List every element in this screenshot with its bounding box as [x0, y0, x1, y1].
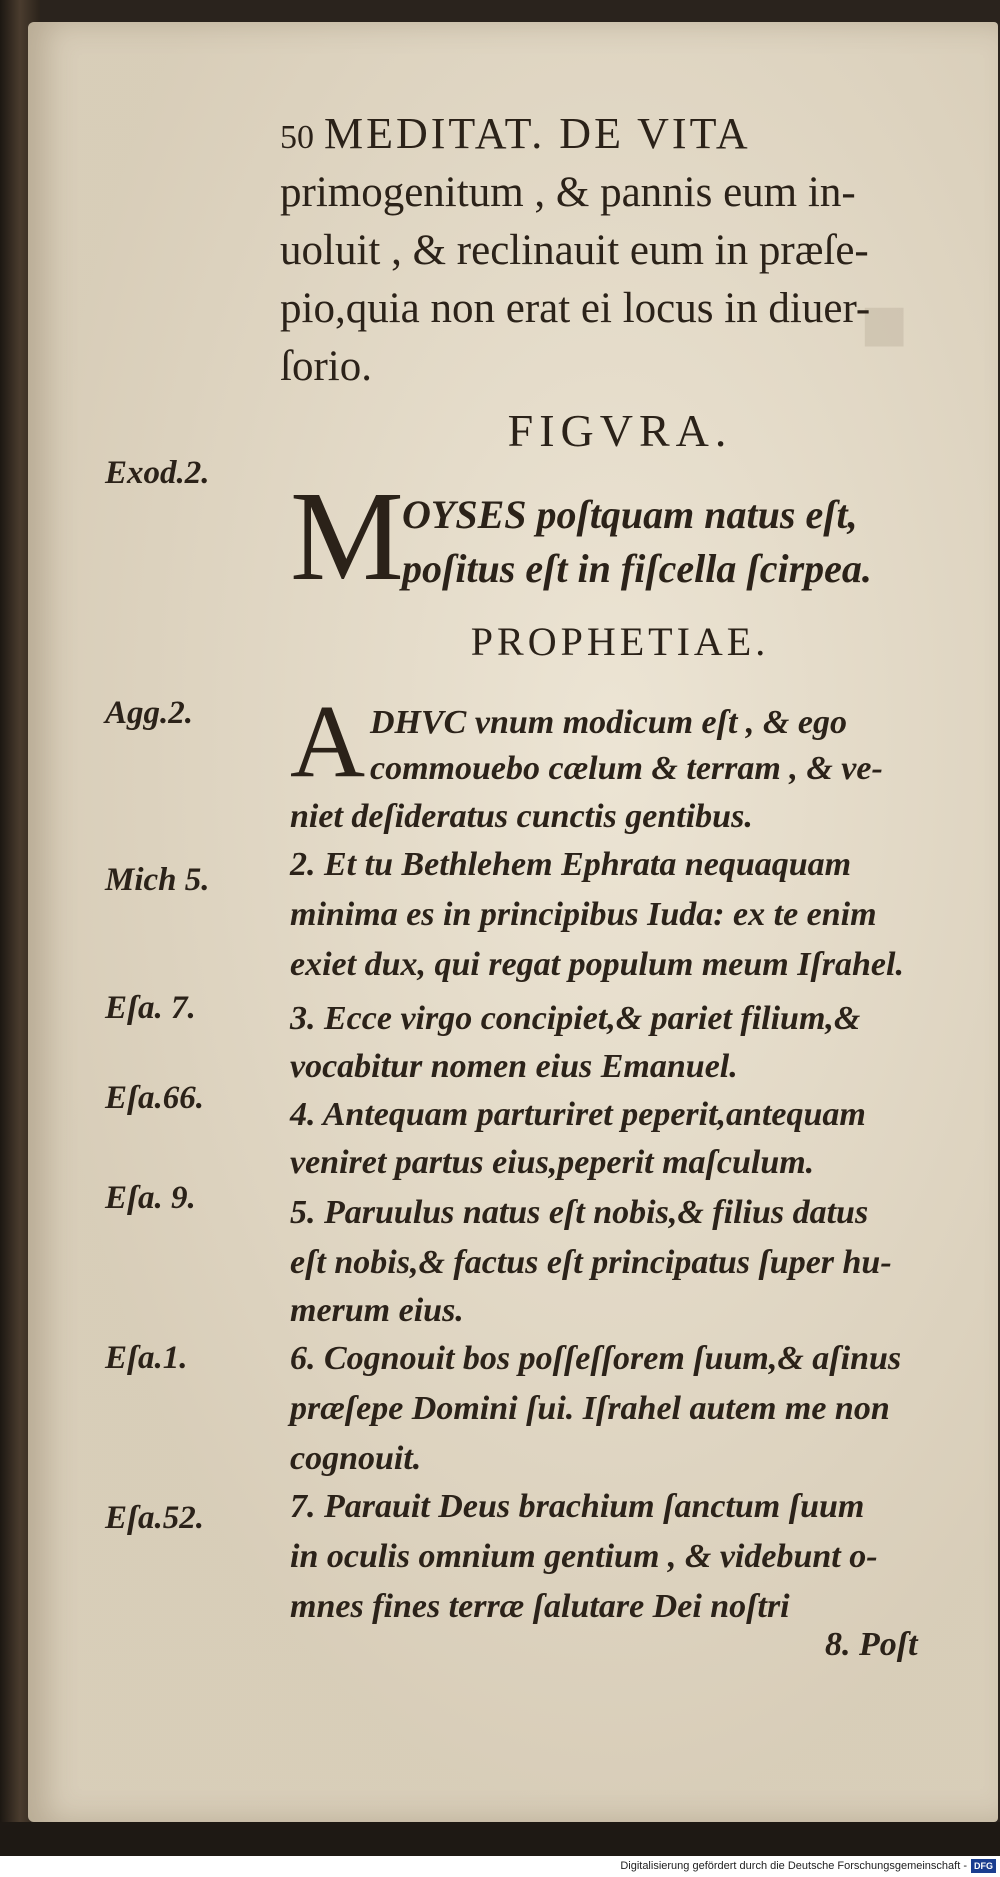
- prophecy-line: mnes fines terræ ſalutare Dei noſtri: [290, 1588, 790, 1625]
- margin-ref: Agg.2.: [105, 695, 194, 731]
- dfg-logo-badge: DFG: [971, 1859, 996, 1873]
- prophecy-line: commouebo cælum & terram , & ve-: [370, 750, 883, 787]
- opening-text-line: uoluit , & reclinauit eum in præſe-: [280, 227, 869, 274]
- prophecy-line: minima es in principibus Iuda: ex te enim: [290, 896, 877, 933]
- prophecy-line: 3. Ecce virgo concipiet,& pariet filium,&: [290, 1000, 861, 1037]
- margin-ref: Eſa.1.: [105, 1340, 188, 1376]
- prophecy-line: DHVC vnum modicum eſt , & ego: [370, 704, 847, 741]
- catchword: 8. Poſt: [825, 1626, 918, 1663]
- prophecy-line: niet deſideratus cunctis gentibus.: [290, 798, 753, 835]
- opening-text-line: ſorio.: [280, 343, 372, 390]
- figura-line: poſitus eſt in fiſcella ſcirpea.: [402, 546, 872, 591]
- figura-heading: FIGVRA.: [507, 405, 733, 456]
- page-number: 50: [280, 119, 314, 156]
- credit-text: Digitalisierung gefördert durch die Deutsche Forschungsgemeinschaft -: [620, 1860, 967, 1872]
- prophecy-line: vocabitur nomen eius Emanuel.: [290, 1048, 738, 1085]
- margin-ref-exodus: Exod.2.: [105, 455, 210, 491]
- margin-ref: Eſa. 9.: [105, 1180, 196, 1216]
- margin-ref: Mich 5.: [105, 862, 210, 898]
- prophecy-line: 6. Cognouit bos poſſeſſorem ſuum,& aſinus: [290, 1340, 902, 1377]
- prophecy-line: 5. Paruulus natus eſt nobis,& filius datus: [290, 1194, 869, 1231]
- running-head: [280, 108, 751, 159]
- opening-text-line: pio,quia non erat ei locus in diuer-: [280, 285, 871, 332]
- margin-ref: Eſa.52.: [105, 1500, 204, 1536]
- prophecy-line: merum eius.: [290, 1292, 464, 1329]
- dropcap-a: A: [290, 684, 366, 799]
- dropcap-m: M: [290, 465, 404, 607]
- prophecy-line: cognouit.: [290, 1440, 422, 1477]
- prophecy-line: 2. Et tu Bethlehem Ephrata nequaquam: [290, 846, 852, 883]
- prophecy-line: exiet dux, qui regat populum meum Iſrahel.: [290, 946, 904, 983]
- prophecy-line: in oculis omnium gentium , & videbunt o-: [290, 1538, 878, 1575]
- prophecy-line: veniret partus eius,peperit maſculum.: [290, 1144, 815, 1181]
- prophecy-line: eſt nobis,& factus eſt principatus ſuper hu-: [290, 1244, 892, 1281]
- prophecy-line: 7. Parauit Deus brachium ſanctum ſuum: [290, 1488, 865, 1525]
- prophecy-line: 4. Antequam parturiret peperit,antequam: [290, 1096, 866, 1133]
- scan-bottom-edge: [0, 1822, 1000, 1856]
- digitization-credit: [0, 1856, 1000, 1877]
- opening-text-line: primogenitum , & pannis eum in-: [280, 169, 856, 216]
- margin-ref: Eſa. 7.: [105, 990, 196, 1026]
- figura-line: OYSES poſtquam natus eſt,: [402, 492, 858, 537]
- bleed-through-shadow: ■: [860, 281, 909, 369]
- prophecy-line: præſepe Domini ſui. Iſrahel autem me non: [290, 1390, 890, 1427]
- running-head-title: MEDITAT. DE VITA: [324, 109, 751, 158]
- margin-ref: Eſa.66.: [105, 1080, 204, 1116]
- prophetiae-heading: PROPHETIAE.: [470, 619, 770, 664]
